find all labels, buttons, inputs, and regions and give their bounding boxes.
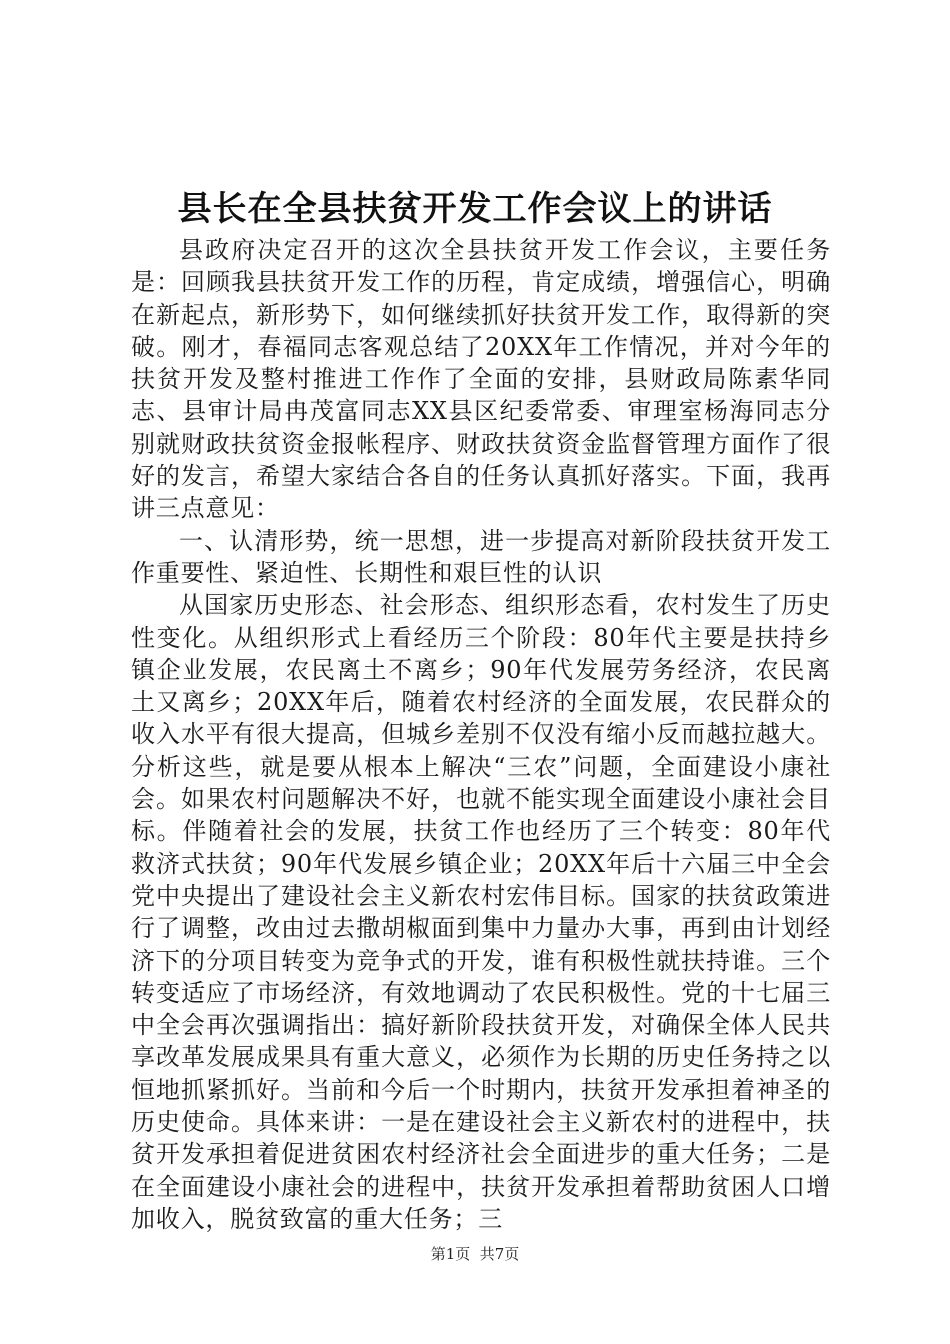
document-body bbox=[131, 234, 831, 1235]
document-title: 县长在全县扶贫开发工作会议上的讲话 bbox=[177, 189, 773, 229]
page-number-footer: 第1页 共7页 bbox=[430, 1245, 520, 1263]
section-heading-1: 一、认清形势，统一思想，进一步提高对新阶段扶贫开发工作重要性、紧迫性、长期性和艰巨性的认识 bbox=[131, 526, 831, 587]
body-paragraph-intro: 县政府决定召开的这次全县扶贫开发工作会议，主要任务是：回顾我县扶贫开发工作的历程，肯定成绩，增强信心，明确在新起点，新形势下，如何继续抓好扶贫开发工作，取得新的突破。刚才，春福同志客观总结了20XX年工作情况，并对今年的扶贫开发及整村推进工作作了全面的安排，县财政局陈素华同志、县审计局冉茂富同志XX县区纪委常委、审理室杨海同志分别就财政扶贫资金报帐程序、财政扶贫资金监督管理方面作了很好的发言，希望大家结合各自的任务认真抓好落实。下面，我再讲三点意见： bbox=[131, 236, 831, 523]
body-paragraph-history: 从国家历史形态、社会形态、组织形态看，农村发生了历史性变化。从组织形式上看经历三个阶段：80年代主要是扶持乡镇企业发展，农民离土不离乡；90年代发展劳务经济，农民离土又离乡；20XX年后，随着农村经济的全面发展，农民群众的收入水平有很大提高，但城乡差别不仅没有缩小反而越拉越大。分析这些，就是要从根本上解决“三农”问题，全面建设小康社会。如果农村问题解决不好，也就不能实现全面建设小康社会目标。伴随着社会的发展，扶贫工作也经历了三个转变：80年代救济式扶贫；90年代发展乡镇企业；20XX年后十六届三中全会党中央提出了建设社会主义新农村宏伟目标。国家的扶贫政策进行了调整，改由过去撒胡椒面到集中力量办大事，再到由计划经济下的分项目转变为竞争式的开发，谁有积极性就扶持谁。三个转变适应了市场经济，有效地调动了农民积极性。党的十七届三中全会再次强调指出：搞好新阶段扶贫开发，对确保全体人民共享改革发展成果具有重大意义，必须作为长期的历史任务持之以恒地抓紧抓好。当前和今后一个时期内，扶贫开发承担着神圣的历史使命。具体来讲：一是在建设社会主义新农村的进程中，扶贫开发承担着促进贫困农村经济社会全面进步的重大任务；二是在全面建设小康社会的进程中，扶贫开发承担着帮助贫困人口增加收入，脱贫致富的重大任务；三 bbox=[131, 591, 831, 1233]
